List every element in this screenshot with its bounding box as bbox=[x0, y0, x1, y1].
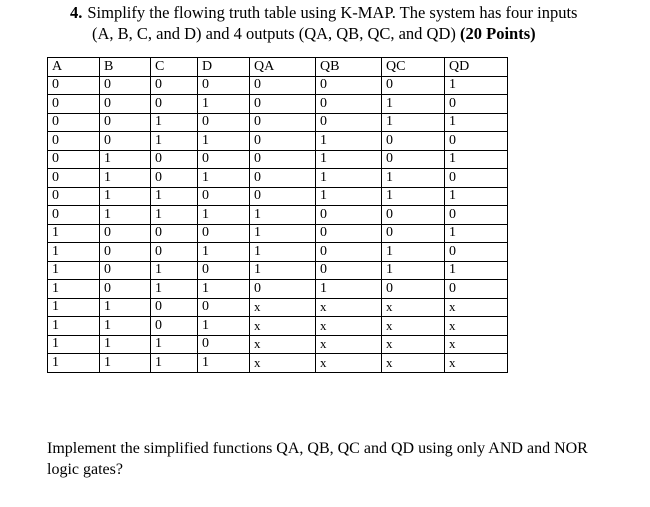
question-points: (20 Points) bbox=[460, 24, 536, 43]
cell-qa: 0 bbox=[250, 76, 316, 95]
cell-qc: 1 bbox=[382, 243, 445, 262]
cell-d: 0 bbox=[198, 187, 250, 206]
cell-qb: x bbox=[316, 317, 382, 336]
cell-qc: 0 bbox=[382, 206, 445, 225]
cell-qb: 0 bbox=[316, 113, 382, 132]
cell-qb: 0 bbox=[316, 243, 382, 262]
cell-d: 1 bbox=[198, 243, 250, 262]
instruction-text bbox=[47, 438, 637, 480]
cell-a: 0 bbox=[48, 169, 100, 188]
table-row bbox=[48, 187, 508, 206]
cell-b: 0 bbox=[100, 243, 151, 262]
cell-a: 1 bbox=[48, 243, 100, 262]
cell-qb: 0 bbox=[316, 224, 382, 243]
cell-d: 1 bbox=[198, 132, 250, 151]
question-line-2 bbox=[70, 23, 640, 44]
cell-qa: 0 bbox=[250, 113, 316, 132]
cell-qc: 0 bbox=[382, 280, 445, 299]
cell-b: 0 bbox=[100, 280, 151, 299]
question-number: 4. bbox=[70, 3, 83, 22]
cell-qb: 1 bbox=[316, 169, 382, 188]
cell-a: 0 bbox=[48, 95, 100, 114]
cell-a: 1 bbox=[48, 280, 100, 299]
cell-qb: 0 bbox=[316, 261, 382, 280]
cell-d: 0 bbox=[198, 298, 250, 317]
cell-qd: 1 bbox=[445, 150, 508, 169]
cell-qc: x bbox=[382, 298, 445, 317]
cell-qd: 1 bbox=[445, 261, 508, 280]
cell-a: 0 bbox=[48, 150, 100, 169]
cell-a: 1 bbox=[48, 261, 100, 280]
cell-qb: x bbox=[316, 354, 382, 373]
question-line-2-text: (A, B, C, and D) and 4 outputs (QA, QB, QC, and QD) bbox=[92, 24, 456, 43]
cell-c: 0 bbox=[151, 169, 198, 188]
cell-qc: 0 bbox=[382, 224, 445, 243]
cell-b: 1 bbox=[100, 354, 151, 373]
cell-qb: 0 bbox=[316, 95, 382, 114]
cell-c: 0 bbox=[151, 243, 198, 262]
header-qb: QB bbox=[316, 58, 382, 77]
cell-qa: 0 bbox=[250, 187, 316, 206]
cell-c: 0 bbox=[151, 150, 198, 169]
table-row bbox=[48, 335, 508, 354]
cell-a: 0 bbox=[48, 113, 100, 132]
cell-c: 1 bbox=[151, 113, 198, 132]
header-c: C bbox=[151, 58, 198, 77]
cell-qc: 1 bbox=[382, 187, 445, 206]
cell-c: 1 bbox=[151, 261, 198, 280]
cell-a: 0 bbox=[48, 76, 100, 95]
cell-qd: 0 bbox=[445, 243, 508, 262]
cell-qa: x bbox=[250, 335, 316, 354]
cell-qd: 0 bbox=[445, 169, 508, 188]
cell-qa: 1 bbox=[250, 206, 316, 225]
cell-qc: 1 bbox=[382, 113, 445, 132]
cell-a: 1 bbox=[48, 335, 100, 354]
cell-qb: x bbox=[316, 298, 382, 317]
cell-b: 1 bbox=[100, 206, 151, 225]
cell-qc: 0 bbox=[382, 76, 445, 95]
table-row bbox=[48, 95, 508, 114]
cell-qd: x bbox=[445, 298, 508, 317]
cell-qa: 0 bbox=[250, 95, 316, 114]
cell-d: 0 bbox=[198, 335, 250, 354]
cell-c: 0 bbox=[151, 298, 198, 317]
cell-qd: 1 bbox=[445, 113, 508, 132]
cell-b: 1 bbox=[100, 169, 151, 188]
header-d: D bbox=[198, 58, 250, 77]
cell-qb: x bbox=[316, 335, 382, 354]
cell-c: 1 bbox=[151, 354, 198, 373]
cell-qb: 0 bbox=[316, 206, 382, 225]
truth-table-body bbox=[48, 76, 508, 372]
cell-qd: 0 bbox=[445, 95, 508, 114]
header-b: B bbox=[100, 58, 151, 77]
table-row bbox=[48, 261, 508, 280]
table-row bbox=[48, 150, 508, 169]
cell-b: 1 bbox=[100, 317, 151, 336]
cell-qd: x bbox=[445, 317, 508, 336]
cell-qd: 0 bbox=[445, 132, 508, 151]
cell-c: 1 bbox=[151, 206, 198, 225]
cell-d: 0 bbox=[198, 150, 250, 169]
cell-qb: 0 bbox=[316, 76, 382, 95]
cell-qa: x bbox=[250, 317, 316, 336]
instruction-line-2: logic gates? bbox=[47, 461, 123, 478]
table-row bbox=[48, 76, 508, 95]
question-line-1 bbox=[70, 2, 640, 23]
cell-qc: x bbox=[382, 335, 445, 354]
cell-a: 1 bbox=[48, 354, 100, 373]
table-row bbox=[48, 280, 508, 299]
cell-c: 1 bbox=[151, 280, 198, 299]
table-row bbox=[48, 206, 508, 225]
cell-c: 0 bbox=[151, 317, 198, 336]
cell-a: 1 bbox=[48, 317, 100, 336]
cell-qc: x bbox=[382, 317, 445, 336]
table-row bbox=[48, 317, 508, 336]
cell-b: 1 bbox=[100, 187, 151, 206]
cell-d: 1 bbox=[198, 169, 250, 188]
truth-table bbox=[47, 57, 508, 373]
cell-qa: x bbox=[250, 354, 316, 373]
cell-d: 1 bbox=[198, 206, 250, 225]
cell-qa: 1 bbox=[250, 261, 316, 280]
table-row bbox=[48, 298, 508, 317]
instruction-line-1: Implement the simplified functions QA, QB, QC and QD using only AND and NOR bbox=[47, 440, 588, 457]
cell-qc: 1 bbox=[382, 169, 445, 188]
header-qd: QD bbox=[445, 58, 508, 77]
table-row bbox=[48, 113, 508, 132]
table-row bbox=[48, 224, 508, 243]
cell-qa: 0 bbox=[250, 169, 316, 188]
cell-d: 1 bbox=[198, 354, 250, 373]
cell-qa: x bbox=[250, 298, 316, 317]
cell-qc: 0 bbox=[382, 150, 445, 169]
cell-a: 0 bbox=[48, 132, 100, 151]
cell-qc: 0 bbox=[382, 132, 445, 151]
cell-b: 1 bbox=[100, 335, 151, 354]
cell-d: 0 bbox=[198, 224, 250, 243]
cell-b: 0 bbox=[100, 261, 151, 280]
cell-qa: 1 bbox=[250, 224, 316, 243]
cell-qd: 1 bbox=[445, 76, 508, 95]
cell-qb: 1 bbox=[316, 187, 382, 206]
cell-qd: x bbox=[445, 335, 508, 354]
table-row bbox=[48, 243, 508, 262]
question-line-1-text: Simplify the flowing truth table using K-MAP. The system has four inputs bbox=[87, 3, 578, 22]
table-row bbox=[48, 169, 508, 188]
cell-b: 0 bbox=[100, 224, 151, 243]
cell-d: 1 bbox=[198, 95, 250, 114]
cell-d: 0 bbox=[198, 76, 250, 95]
cell-qd: 1 bbox=[445, 187, 508, 206]
header-a: A bbox=[48, 58, 100, 77]
header-qc: QC bbox=[382, 58, 445, 77]
cell-b: 0 bbox=[100, 113, 151, 132]
cell-qa: 0 bbox=[250, 150, 316, 169]
cell-qd: 0 bbox=[445, 280, 508, 299]
cell-b: 0 bbox=[100, 95, 151, 114]
cell-b: 1 bbox=[100, 150, 151, 169]
cell-qc: 1 bbox=[382, 261, 445, 280]
cell-a: 0 bbox=[48, 187, 100, 206]
cell-b: 1 bbox=[100, 298, 151, 317]
cell-a: 0 bbox=[48, 206, 100, 225]
cell-qb: 1 bbox=[316, 132, 382, 151]
cell-d: 1 bbox=[198, 280, 250, 299]
table-row bbox=[48, 132, 508, 151]
cell-qa: 1 bbox=[250, 243, 316, 262]
cell-qd: 1 bbox=[445, 224, 508, 243]
cell-qc: 1 bbox=[382, 95, 445, 114]
cell-qd: x bbox=[445, 354, 508, 373]
cell-qb: 1 bbox=[316, 280, 382, 299]
cell-b: 0 bbox=[100, 76, 151, 95]
table-row bbox=[48, 354, 508, 373]
cell-c: 0 bbox=[151, 76, 198, 95]
table-header-row bbox=[48, 58, 508, 77]
cell-a: 1 bbox=[48, 224, 100, 243]
cell-qa: 0 bbox=[250, 280, 316, 299]
cell-c: 1 bbox=[151, 187, 198, 206]
question-text bbox=[70, 2, 640, 44]
cell-qb: 1 bbox=[316, 150, 382, 169]
cell-d: 0 bbox=[198, 261, 250, 280]
cell-d: 1 bbox=[198, 317, 250, 336]
cell-c: 0 bbox=[151, 224, 198, 243]
cell-b: 0 bbox=[100, 132, 151, 151]
cell-c: 1 bbox=[151, 335, 198, 354]
cell-a: 1 bbox=[48, 298, 100, 317]
header-qa: QA bbox=[250, 58, 316, 77]
cell-c: 0 bbox=[151, 95, 198, 114]
cell-qa: 0 bbox=[250, 132, 316, 151]
cell-c: 1 bbox=[151, 132, 198, 151]
cell-qc: x bbox=[382, 354, 445, 373]
cell-d: 0 bbox=[198, 113, 250, 132]
cell-qd: 0 bbox=[445, 206, 508, 225]
